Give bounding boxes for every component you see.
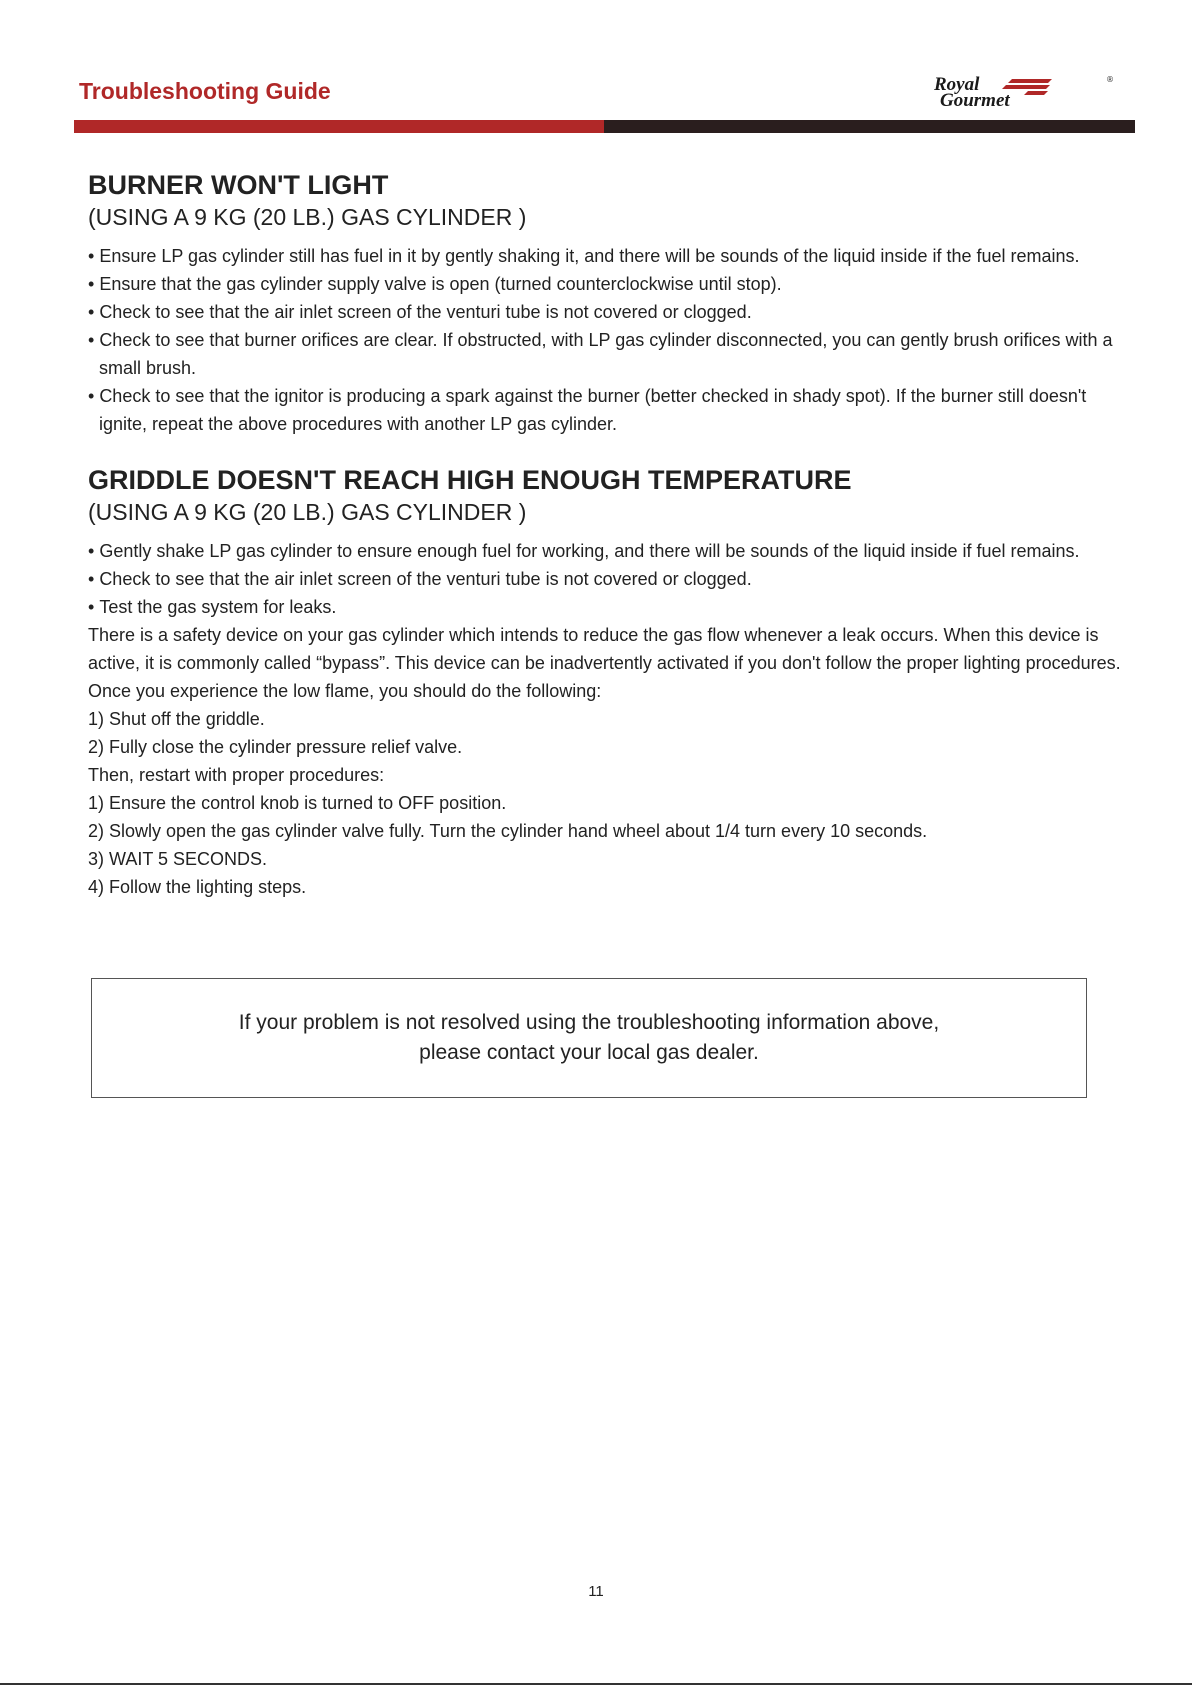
- step-item: 2) Slowly open the gas cylinder valve fully. Turn the cylinder hand wheel about 1/4 turn every 10 seconds.: [88, 821, 928, 841]
- bullet-list: [88, 537, 1128, 621]
- step-item: 1) Ensure the control knob is turned to OFF position.: [88, 793, 507, 813]
- restart-label: Then, restart with proper procedures:: [88, 765, 385, 785]
- notice-line-1: If your problem is not resolved using the troubleshooting information above,: [238, 1011, 940, 1034]
- bullet-item: • Check to see that burner orifices are clear. If obstructed, with LP gas cylinder disconnected, you can gently brush orifices with a small brush.: [88, 326, 1128, 382]
- section-title: GRIDDLE DOESN'T REACH HIGH ENOUGH TEMPERATURE: [88, 465, 852, 495]
- section-subtitle: (USING A 9 KG (20 LB.) GAS CYLINDER ): [88, 204, 527, 230]
- header-bar-dark: [604, 120, 1135, 133]
- logo-text-royal: Royal: [934, 74, 980, 95]
- contact-dealer-notice: [91, 978, 1087, 1098]
- bullet-item: • Test the gas system for leaks.: [88, 593, 1128, 621]
- step-item: 1) Shut off the griddle.: [88, 709, 265, 729]
- logo-text-gourmet: Gourmet: [940, 90, 1010, 110]
- section-subtitle: (USING A 9 KG (20 LB.) GAS CYLINDER ): [88, 499, 527, 525]
- bullet-item: • Check to see that the air inlet screen of the venturi tube is not covered or clogged.: [88, 565, 1128, 593]
- section-burner-wont-light: [88, 168, 1128, 438]
- page-header-title: Troubleshooting Guide: [79, 78, 331, 104]
- bullet-item: • Ensure that the gas cylinder supply valve is open (turned counterclockwise until stop).: [88, 270, 1128, 298]
- bullet-item: • Check to see that the air inlet screen of the venturi tube is not covered or clogged.: [88, 298, 1128, 326]
- royal-gourmet-logo: [930, 74, 1114, 110]
- bullet-item: • Check to see that the ignitor is producing a spark against the burner (better checked in shady spot). If the burner still doesn't ignite, repeat the above procedures with another LP gas cylinder.: [88, 382, 1128, 438]
- troubleshooting-content: [88, 168, 1128, 901]
- bullet-item: • Ensure LP gas cylinder still has fuel in it by gently shaking it, and there will be sounds of the liquid inside if the fuel remains.: [88, 242, 1128, 270]
- section-griddle-temperature: [88, 463, 1128, 901]
- section-title: BURNER WON'T LIGHT: [88, 170, 389, 200]
- step-item: 4) Follow the lighting steps.: [88, 877, 307, 897]
- page-number: 11: [588, 1583, 604, 1600]
- notice-line-2: please contact your local gas dealer.: [419, 1041, 759, 1064]
- header-bar-red: [74, 120, 604, 133]
- bullet-list: [88, 242, 1128, 438]
- registered-mark-icon: ®: [1106, 75, 1114, 84]
- bullet-item: • Gently shake LP gas cylinder to ensure enough fuel for working, and there will be sounds of the liquid inside if fuel remains.: [88, 537, 1128, 565]
- step-item: 2) Fully close the cylinder pressure relief valve.: [88, 737, 463, 757]
- bypass-paragraph: There is a safety device on your gas cylinder which intends to reduce the gas flow whenever a leak occurs. When this device is active, it is commonly called “bypass”. This device can be inadvertently activated if you don't follow the proper lighting procedures. Once you experience the low flame, you should do the following:: [88, 625, 1121, 701]
- step-item: 3) WAIT 5 SECONDS.: [88, 849, 268, 869]
